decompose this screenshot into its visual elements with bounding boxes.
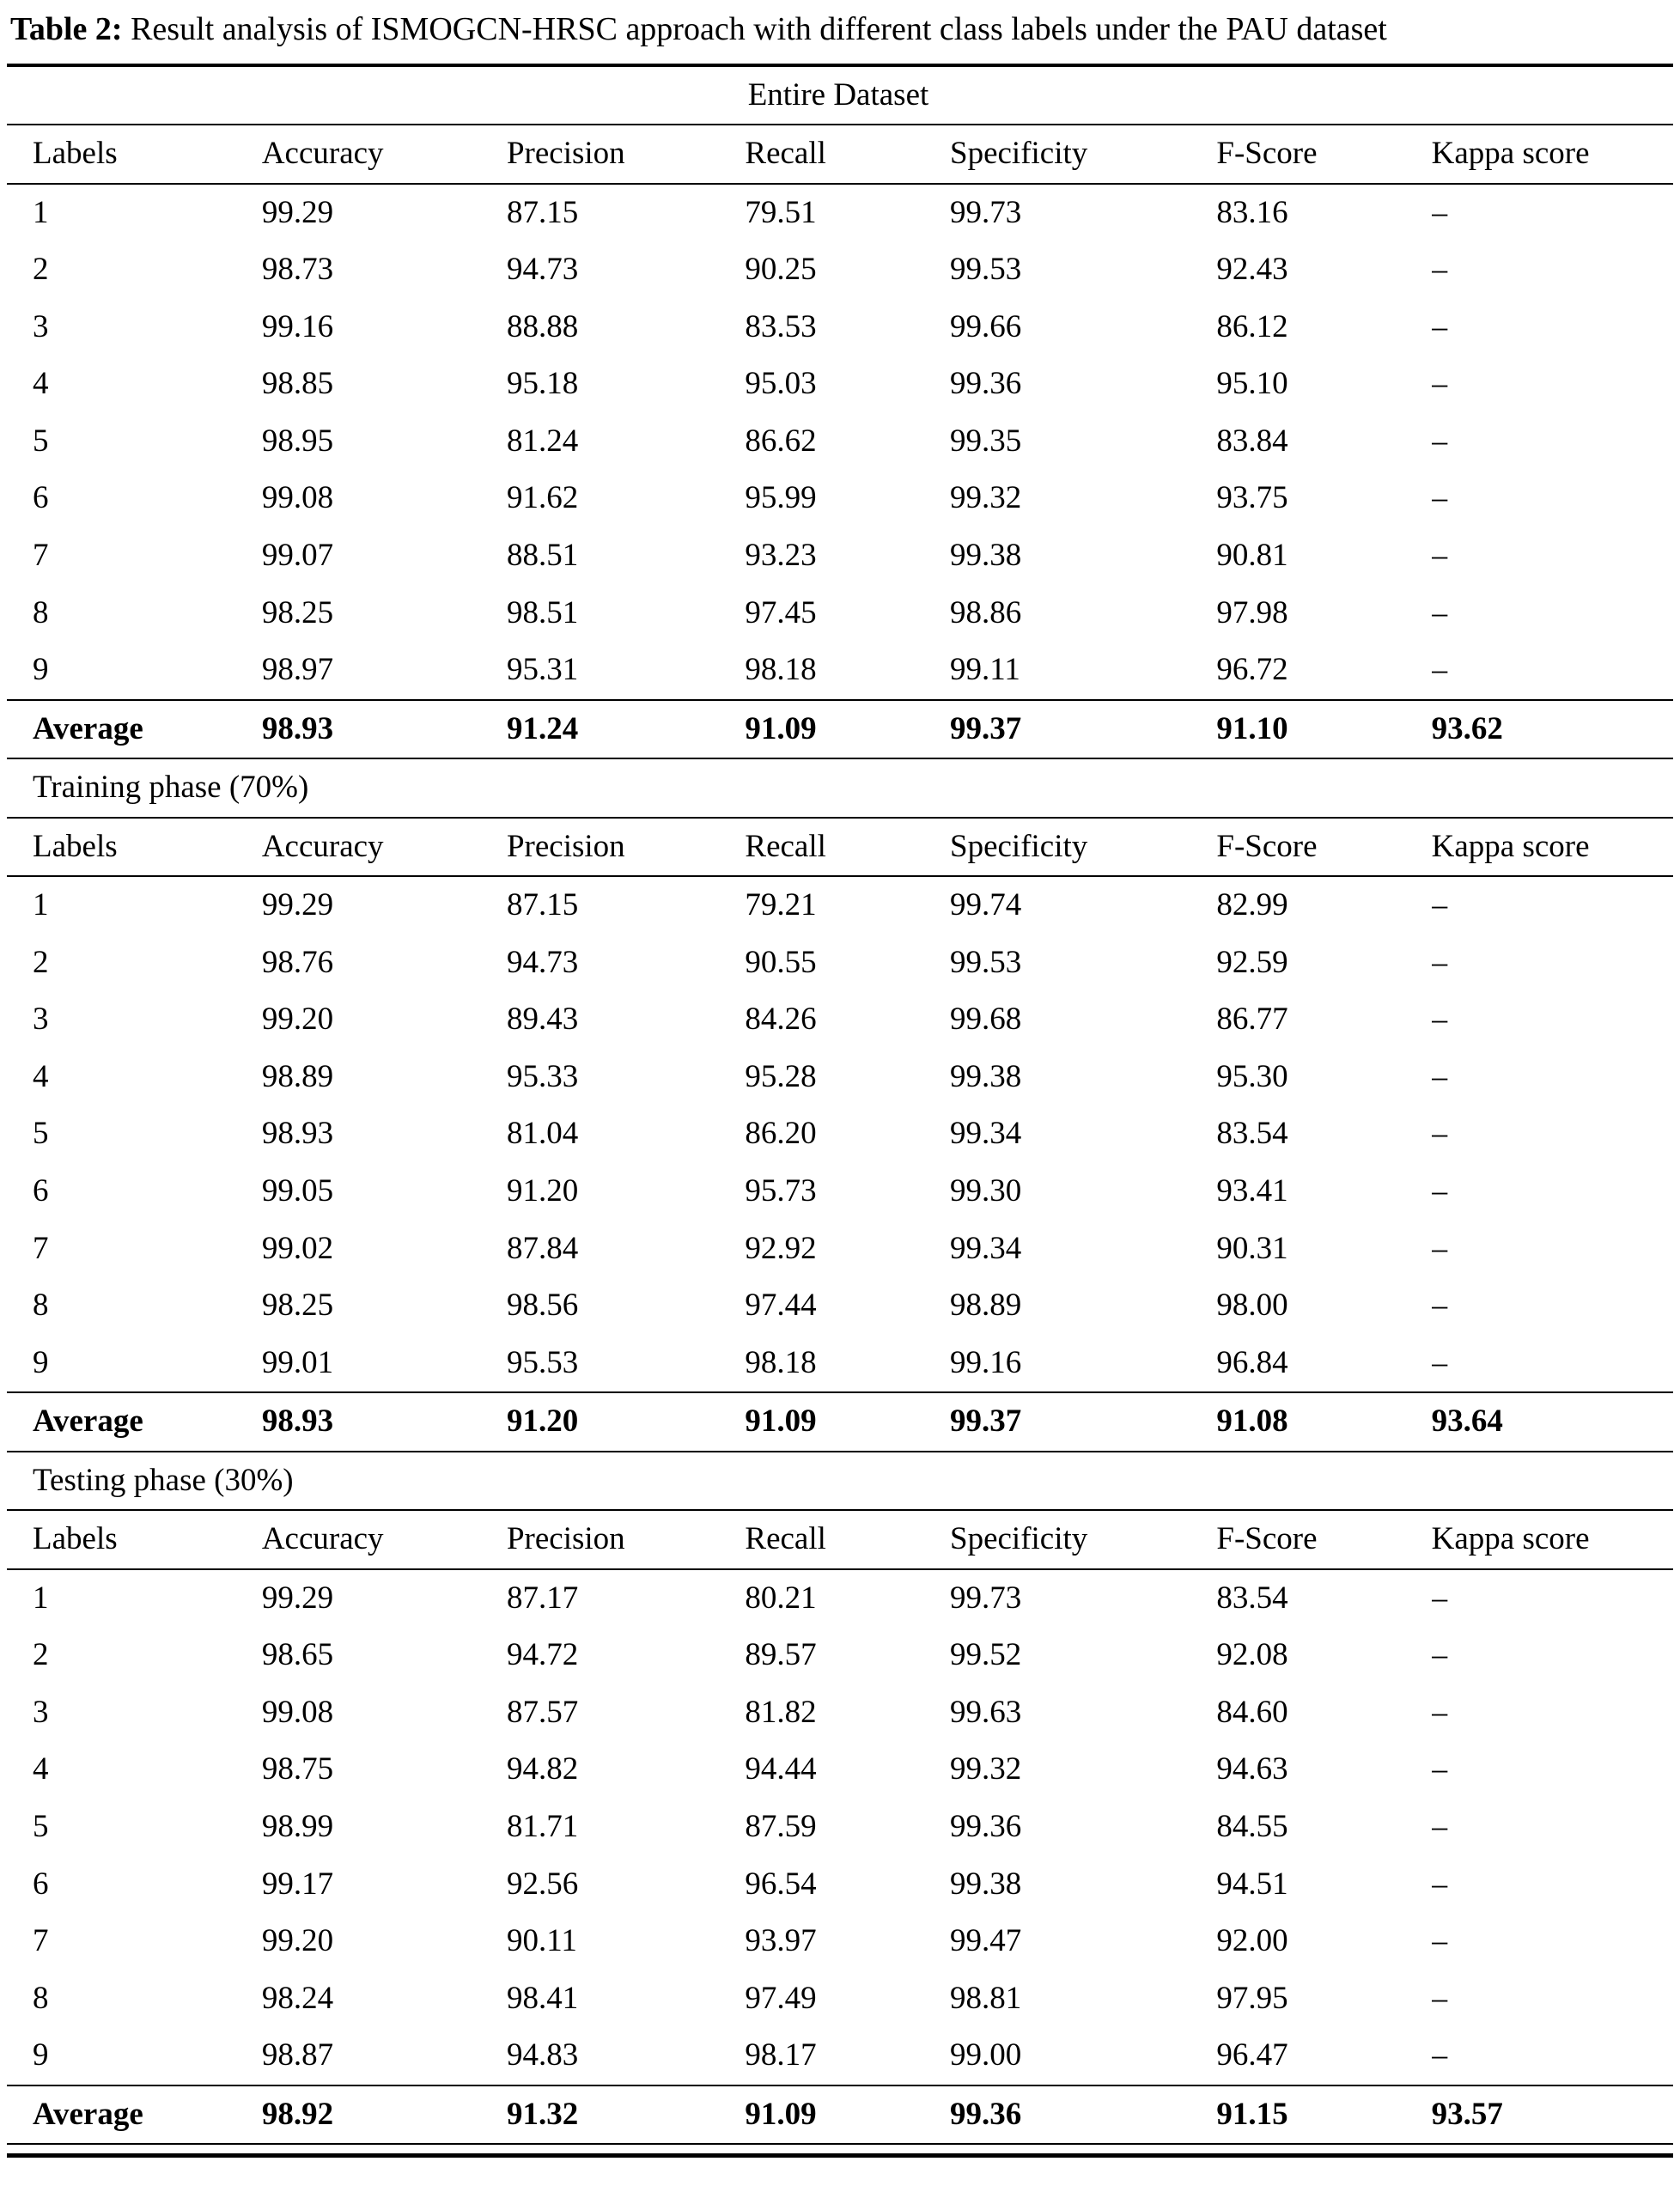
cell-value: 98.17 (745, 2037, 817, 2073)
table-row (7, 299, 1673, 356)
column-header-row (7, 125, 1673, 184)
cell-value: 98.99 (261, 1809, 334, 1844)
cell-value: 87.84 (506, 1230, 579, 1266)
cell-value: 99.07 (261, 537, 334, 573)
cell-value: – (1431, 366, 1448, 402)
cell-value: – (1431, 1580, 1448, 1616)
cell-value: 83.54 (1216, 1116, 1288, 1152)
cell-value: 97.44 (745, 1288, 817, 1324)
row-label: 4 (33, 1751, 49, 1787)
cell-value: 93.23 (745, 537, 817, 573)
cell-value: 86.12 (1216, 308, 1288, 344)
cell-value: 94.73 (506, 252, 579, 288)
cell-value: 81.82 (745, 1694, 817, 1730)
table-row (7, 1221, 1673, 1278)
row-label: 9 (33, 2037, 49, 2073)
results-table-frame (7, 64, 1673, 2159)
cell-value: 95.99 (745, 480, 817, 516)
cell-value: 86.20 (745, 1116, 817, 1152)
cell-value: 99.68 (950, 1002, 1022, 1038)
cell-value: 83.54 (1216, 1580, 1288, 1616)
table-row (7, 413, 1673, 471)
row-label: 5 (33, 1809, 49, 1844)
cell-value: 98.51 (506, 594, 579, 630)
column-header-f-score: F-Score (1216, 1510, 1431, 1569)
cell-value: 87.59 (745, 1809, 817, 1844)
cell-value: 99.53 (950, 252, 1022, 288)
cell-value: 90.55 (745, 944, 817, 980)
table-row (7, 527, 1673, 585)
column-header-recall: Recall (745, 818, 950, 877)
cell-value: 94.44 (745, 1751, 817, 1787)
cell-value: 99.29 (261, 1580, 334, 1616)
cell-value: 95.53 (506, 1344, 579, 1380)
cell-value: 95.28 (745, 1058, 817, 1094)
cell-value: 87.15 (506, 887, 579, 923)
cell-value: 99.29 (261, 194, 334, 230)
average-value: 91.09 (745, 700, 950, 759)
table-row (7, 2027, 1673, 2085)
average-value: 91.15 (1216, 2085, 1431, 2145)
cell-value: 80.21 (745, 1580, 817, 1616)
cell-value: 83.16 (1216, 194, 1288, 230)
column-header-kappa-score: Kappa score (1432, 818, 1673, 877)
cell-value: 97.45 (745, 594, 817, 630)
cell-value: 98.56 (506, 1288, 579, 1324)
cell-value: 95.33 (506, 1058, 579, 1094)
table-row (7, 184, 1673, 242)
average-value: 98.93 (262, 700, 507, 759)
average-label: Average (7, 700, 262, 759)
row-label: 3 (33, 308, 49, 344)
cell-value: 99.38 (950, 1058, 1022, 1094)
column-header-f-score: F-Score (1216, 125, 1431, 184)
cell-value: 99.52 (950, 1637, 1022, 1673)
cell-value: 90.25 (745, 252, 817, 288)
row-label: 1 (33, 1580, 49, 1616)
cell-value: – (1431, 1288, 1448, 1324)
cell-value: 89.57 (745, 1637, 817, 1673)
cell-value: 97.49 (745, 1980, 817, 2016)
table-row (7, 1741, 1673, 1799)
column-header-accuracy: Accuracy (262, 818, 507, 877)
column-header-f-score: F-Score (1216, 818, 1431, 877)
cell-value: – (1431, 480, 1448, 516)
cell-value: 81.04 (506, 1116, 579, 1152)
section-heading-entire-dataset: Entire Dataset (7, 67, 1673, 125)
column-header-accuracy: Accuracy (262, 125, 507, 184)
table-row (7, 1627, 1673, 1684)
cell-value: – (1431, 1637, 1448, 1673)
cell-value: 98.18 (745, 652, 817, 688)
cell-value: 99.36 (950, 366, 1022, 402)
cell-value: – (1431, 944, 1448, 980)
cell-value: 95.30 (1216, 1058, 1288, 1094)
column-header-recall: Recall (745, 125, 950, 184)
cell-value: 94.51 (1216, 1866, 1288, 1902)
average-value: 98.93 (262, 1392, 507, 1452)
cell-value: 87.15 (506, 194, 579, 230)
cell-value: 98.41 (506, 1980, 579, 2016)
column-header-labels: Labels (7, 818, 262, 877)
section-heading-row (7, 1452, 1673, 1511)
cell-value: 81.24 (506, 423, 579, 459)
row-label: 8 (33, 594, 49, 630)
row-label: 7 (33, 1923, 49, 1959)
average-value: 98.92 (262, 2085, 507, 2145)
cell-value: 94.82 (506, 1751, 579, 1787)
cell-value: – (1431, 1172, 1448, 1209)
average-label: Average (7, 1392, 262, 1452)
row-label: 1 (33, 887, 49, 923)
cell-value: 98.65 (261, 1637, 334, 1673)
cell-value: 99.38 (950, 537, 1022, 573)
table-caption (10, 10, 1673, 50)
cell-value: 94.83 (506, 2037, 579, 2073)
results-table (7, 67, 1673, 2146)
cell-value: – (1431, 1751, 1448, 1787)
table-row (7, 1913, 1673, 1970)
caption-text: Result analysis of ISMOGCN-HRSC approach with different class labels under the PAU dataset (122, 11, 1387, 47)
average-value: 99.37 (950, 1392, 1216, 1452)
cell-value: 99.11 (950, 652, 1020, 688)
column-header-specificity: Specificity (950, 818, 1216, 877)
cell-value: 99.20 (261, 1923, 334, 1959)
cell-value: 99.16 (261, 308, 334, 344)
cell-value: 94.72 (506, 1637, 579, 1673)
section-heading-row (7, 758, 1673, 818)
section-heading-testing-phase-30: Testing phase (30%) (7, 1452, 1673, 1511)
cell-value: – (1431, 1694, 1448, 1730)
cell-value: 87.57 (506, 1694, 579, 1730)
table-row (7, 642, 1673, 700)
cell-value: 95.31 (506, 652, 579, 688)
column-header-kappa-score: Kappa score (1432, 125, 1673, 184)
cell-value: 99.16 (950, 1344, 1022, 1380)
cell-value: 99.73 (950, 194, 1022, 230)
row-label: 5 (33, 423, 49, 459)
cell-value: 94.63 (1216, 1751, 1288, 1787)
cell-value: 98.87 (261, 2037, 334, 2073)
row-label: 3 (33, 1002, 49, 1038)
average-value: 93.64 (1432, 1392, 1673, 1452)
cell-value: 99.20 (261, 1002, 334, 1038)
cell-value: 88.51 (506, 537, 579, 573)
average-value: 91.32 (507, 2085, 745, 2145)
column-header-precision: Precision (507, 818, 745, 877)
cell-value: 98.81 (950, 1980, 1022, 2016)
cell-value: 98.24 (261, 1980, 334, 2016)
cell-value: 84.55 (1216, 1809, 1288, 1844)
cell-value: 98.89 (261, 1058, 334, 1094)
row-label: 6 (33, 480, 49, 516)
average-value: 91.24 (507, 700, 745, 759)
cell-value: 89.43 (506, 1002, 579, 1038)
cell-value: 94.73 (506, 944, 579, 980)
cell-value: 96.47 (1216, 2037, 1288, 2073)
average-value: 93.62 (1432, 700, 1673, 759)
cell-value: 95.73 (745, 1172, 817, 1209)
cell-value: 79.51 (745, 194, 817, 230)
cell-value: 99.30 (950, 1172, 1022, 1209)
cell-value: 99.05 (261, 1172, 334, 1209)
table-row (7, 241, 1673, 299)
cell-value: 97.98 (1216, 594, 1288, 630)
column-header-precision: Precision (507, 1510, 745, 1569)
row-label: 4 (33, 1058, 49, 1094)
cell-value: 82.99 (1216, 887, 1288, 923)
column-header-specificity: Specificity (950, 125, 1216, 184)
cell-value: 99.34 (950, 1116, 1022, 1152)
cell-value: 96.54 (745, 1866, 817, 1902)
section-heading-row (7, 67, 1673, 125)
table-row (7, 1569, 1673, 1628)
cell-value: 99.32 (950, 1751, 1022, 1787)
cell-value: – (1431, 652, 1448, 688)
row-label: 7 (33, 1230, 49, 1266)
cell-value: 95.03 (745, 366, 817, 402)
average-value: 91.08 (1216, 1392, 1431, 1452)
cell-value: 96.84 (1216, 1344, 1288, 1380)
average-value: 91.10 (1216, 700, 1431, 759)
cell-value: 90.31 (1216, 1230, 1288, 1266)
cell-value: 99.36 (950, 1809, 1022, 1844)
cell-value: 90.81 (1216, 537, 1288, 573)
cell-value: 99.73 (950, 1580, 1022, 1616)
cell-value: 99.63 (950, 1694, 1022, 1730)
cell-value: 99.08 (261, 1694, 334, 1730)
cell-value: 91.20 (506, 1172, 579, 1209)
cell-value: 98.73 (261, 252, 334, 288)
table-row (7, 1163, 1673, 1221)
cell-value: – (1431, 594, 1448, 630)
cell-value: – (1431, 2037, 1448, 2073)
cell-value: 98.25 (261, 1288, 334, 1324)
cell-value: 92.43 (1216, 252, 1288, 288)
cell-value: 96.72 (1216, 652, 1288, 688)
row-label: 7 (33, 537, 49, 573)
row-label: 9 (33, 1344, 49, 1380)
row-label: 1 (33, 194, 49, 230)
cell-value: – (1431, 1058, 1448, 1094)
cell-value: 98.85 (261, 366, 334, 402)
cell-value: – (1431, 1866, 1448, 1902)
cell-value: – (1431, 423, 1448, 459)
table-row (7, 1335, 1673, 1393)
row-label: 9 (33, 652, 49, 688)
cell-value: 93.41 (1216, 1172, 1288, 1209)
row-label: 3 (33, 1694, 49, 1730)
cell-value: – (1431, 887, 1448, 923)
cell-value: 86.77 (1216, 1002, 1288, 1038)
cell-value: 93.97 (745, 1923, 817, 1959)
cell-value: 88.88 (506, 308, 579, 344)
row-label: 4 (33, 366, 49, 402)
average-value: 99.37 (950, 700, 1216, 759)
cell-value: 98.75 (261, 1751, 334, 1787)
cell-value: 91.62 (506, 480, 579, 516)
table-row (7, 876, 1673, 935)
cell-value: – (1431, 1230, 1448, 1266)
cell-value: 92.08 (1216, 1637, 1288, 1673)
table-row (7, 1105, 1673, 1163)
cell-value: 92.56 (506, 1866, 579, 1902)
cell-value: 99.02 (261, 1230, 334, 1266)
cell-value: 98.97 (261, 652, 334, 688)
cell-value: 92.92 (745, 1230, 817, 1266)
cell-value: 98.93 (261, 1116, 334, 1152)
cell-value: 98.89 (950, 1288, 1022, 1324)
column-header-accuracy: Accuracy (262, 1510, 507, 1569)
row-label: 2 (33, 944, 49, 980)
cell-value: 90.11 (506, 1923, 577, 1959)
cell-value: 98.25 (261, 594, 334, 630)
cell-value: – (1431, 1980, 1448, 2016)
cell-value: 98.95 (261, 423, 334, 459)
cell-value: – (1431, 1344, 1448, 1380)
table-row (7, 585, 1673, 642)
column-header-row (7, 1510, 1673, 1569)
row-label: 8 (33, 1288, 49, 1324)
row-label: 2 (33, 1637, 49, 1673)
cell-value: 99.74 (950, 887, 1022, 923)
cell-value: – (1431, 1002, 1448, 1038)
cell-value: 83.53 (745, 308, 817, 344)
cell-value: 99.38 (950, 1866, 1022, 1902)
cell-value: – (1431, 308, 1448, 344)
average-row (7, 700, 1673, 759)
row-label: 6 (33, 1172, 49, 1209)
cell-value: 99.53 (950, 944, 1022, 980)
column-header-precision: Precision (507, 125, 745, 184)
cell-value: 95.18 (506, 366, 579, 402)
column-header-labels: Labels (7, 125, 262, 184)
table-row (7, 991, 1673, 1049)
average-row (7, 1392, 1673, 1452)
cell-value: – (1431, 537, 1448, 573)
table-row (7, 1970, 1673, 2028)
table-row (7, 470, 1673, 527)
cell-value: 93.75 (1216, 480, 1288, 516)
average-value: 91.09 (745, 2085, 950, 2145)
cell-value: 84.26 (745, 1002, 817, 1038)
table-row (7, 935, 1673, 992)
cell-value: 86.62 (745, 423, 817, 459)
cell-value: 98.86 (950, 594, 1022, 630)
cell-value: 99.35 (950, 423, 1022, 459)
cell-value: 92.00 (1216, 1923, 1288, 1959)
cell-value: – (1431, 1116, 1448, 1152)
average-value: 91.09 (745, 1392, 950, 1452)
cell-value: 87.17 (506, 1580, 579, 1616)
cell-value: 79.21 (745, 887, 817, 923)
cell-value: 99.00 (950, 2037, 1022, 2073)
average-row (7, 2085, 1673, 2145)
cell-value: 95.10 (1216, 366, 1288, 402)
cell-value: 99.17 (261, 1866, 334, 1902)
cell-value: 99.34 (950, 1230, 1022, 1266)
cell-value: 99.66 (950, 308, 1022, 344)
table-row (7, 356, 1673, 413)
table-row (7, 1799, 1673, 1856)
row-label: 5 (33, 1116, 49, 1152)
cell-value: 99.01 (261, 1344, 334, 1380)
cell-value: 99.32 (950, 480, 1022, 516)
cell-value: 81.71 (506, 1809, 579, 1844)
column-header-labels: Labels (7, 1510, 262, 1569)
average-value: 91.20 (507, 1392, 745, 1452)
caption-label: Table 2: (10, 11, 123, 47)
average-label: Average (7, 2085, 262, 2145)
cell-value: 98.76 (261, 944, 334, 980)
cell-value: – (1431, 1809, 1448, 1844)
cell-value: 98.18 (745, 1344, 817, 1380)
average-value: 99.36 (950, 2085, 1216, 2145)
column-header-specificity: Specificity (950, 1510, 1216, 1569)
table-row (7, 1684, 1673, 1742)
column-header-kappa-score: Kappa score (1432, 1510, 1673, 1569)
table-row (7, 1049, 1673, 1106)
section-heading-training-phase-70: Training phase (70%) (7, 758, 1673, 818)
cell-value: – (1431, 194, 1448, 230)
cell-value: 99.47 (950, 1923, 1022, 1959)
cell-value: 83.84 (1216, 423, 1288, 459)
cell-value: 99.29 (261, 887, 334, 923)
cell-value: 84.60 (1216, 1694, 1288, 1730)
cell-value: 99.08 (261, 480, 334, 516)
cell-value: – (1431, 1923, 1448, 1959)
cell-value: 97.95 (1216, 1980, 1288, 2016)
row-label: 8 (33, 1980, 49, 2016)
table-row (7, 1856, 1673, 1914)
cell-value: – (1431, 252, 1448, 288)
column-header-row (7, 818, 1673, 877)
average-value: 93.57 (1432, 2085, 1673, 2145)
column-header-recall: Recall (745, 1510, 950, 1569)
row-label: 2 (33, 252, 49, 288)
table-row (7, 1277, 1673, 1335)
cell-value: 92.59 (1216, 944, 1288, 980)
cell-value: 98.00 (1216, 1288, 1288, 1324)
row-label: 6 (33, 1866, 49, 1902)
